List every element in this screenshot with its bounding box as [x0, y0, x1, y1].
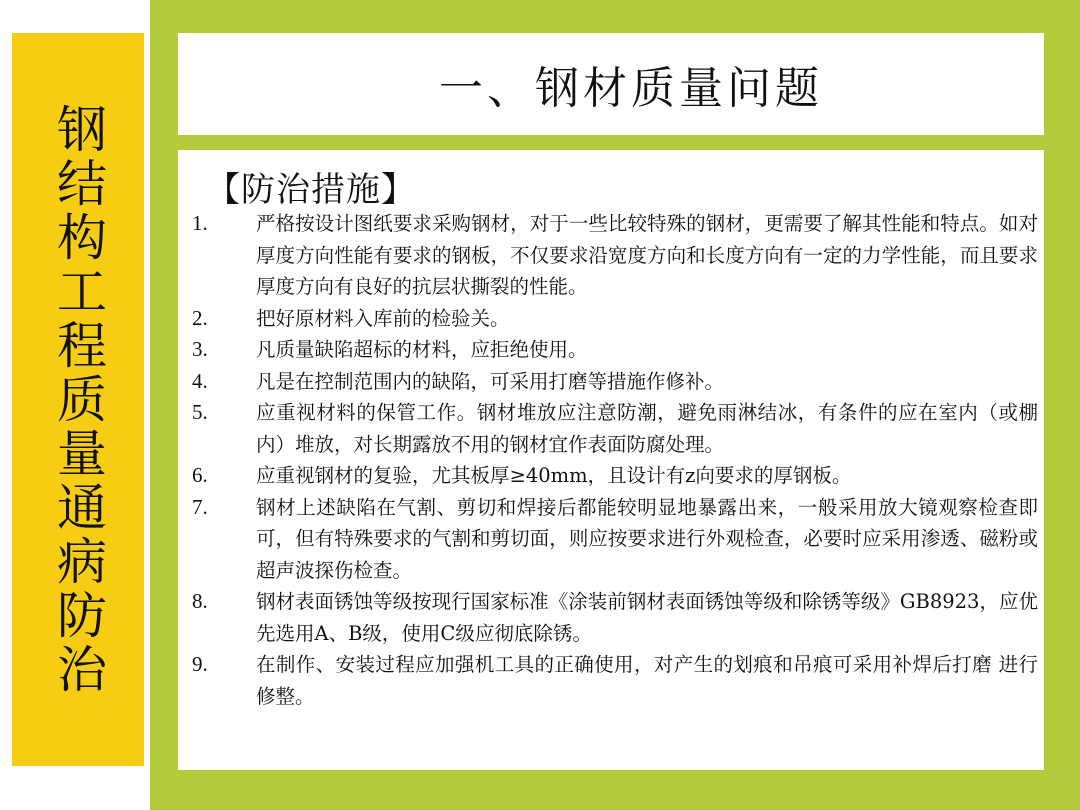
page-title: 一、钢材质量问题: [439, 63, 823, 114]
item-text: 在制作、安装过程应加强机工具的正确使用，对产生的划痕和吊痕可采用补焊后打磨 进行修整。: [256, 653, 1038, 708]
item-text: 凡质量缺陷超标的材料，应拒绝使用。: [256, 338, 588, 361]
item-text: 凡是在控制范围内的缺陷，可采用打磨等措施作修补。: [256, 369, 725, 393]
list-item: [178, 460, 1044, 492]
item-text: 严格按设计图纸要求采购钢材，对于一些比较特殊的钢材，更需要了解其性能和特点。如对厚度方向性能有要求的钢板，不仅要求沿宽度方向和长度方向有一定的力学性能，而且要求厚度方向有良好的抗层状撕裂的性能。: [256, 212, 1038, 298]
item-text: 应重视材料的保管工作。钢材堆放应注意防潮，避免雨淋结冰，有条件的应在室内（或棚内）堆放，对长期露放不用的钢材宜作表面防腐处理。: [256, 401, 1038, 456]
list-item: [178, 397, 1044, 460]
side-title-box: [12, 33, 144, 766]
list-item: [178, 492, 1044, 587]
measures-list: [178, 208, 1044, 712]
section-heading: 【防治措施】: [206, 170, 416, 210]
list-item: [178, 303, 1044, 335]
list-item: [178, 366, 1044, 398]
item-number: 8.: [192, 589, 208, 613]
item-number: 5.: [192, 400, 208, 424]
item-text: 钢材表面锈蚀等级按现行国家标准《涂装前钢材表面锈蚀等级和除锈等级》GB8923，应优先选用A、B级，使用C级应彻底除锈。: [256, 590, 1038, 645]
content-box: [178, 150, 1044, 770]
side-title: 钢结构工程质量通病防治: [49, 102, 107, 697]
list-item: [178, 334, 1044, 366]
item-number: 9.: [192, 652, 208, 676]
item-number: 7.: [192, 494, 208, 519]
left-strip: [0, 0, 150, 810]
item-number: 6.: [192, 463, 208, 487]
item-text: 把好原材料入库前的检验关。: [256, 306, 510, 330]
item-number: 4.: [192, 368, 208, 393]
title-box: [178, 33, 1044, 135]
list-item: [178, 649, 1044, 712]
item-text: 钢材上述缺陷在气割、剪切和焊接后都能较明显地暴露出来，一般采用放大镜观察检查即可，但有特殊要求的气割和剪切面，则应按要求进行外观检查，必要时应采用渗透、磁粉或超声波探伤检查。: [256, 495, 1038, 582]
item-number: 3.: [192, 337, 208, 361]
item-text: 应重视钢材的复验，尤其板厚≥40mm，且设计有z向要求的厚钢板。: [256, 464, 852, 487]
item-number: 1.: [192, 211, 208, 235]
list-item: [178, 586, 1044, 649]
list-item: [178, 208, 1044, 303]
item-number: 2.: [192, 305, 208, 330]
